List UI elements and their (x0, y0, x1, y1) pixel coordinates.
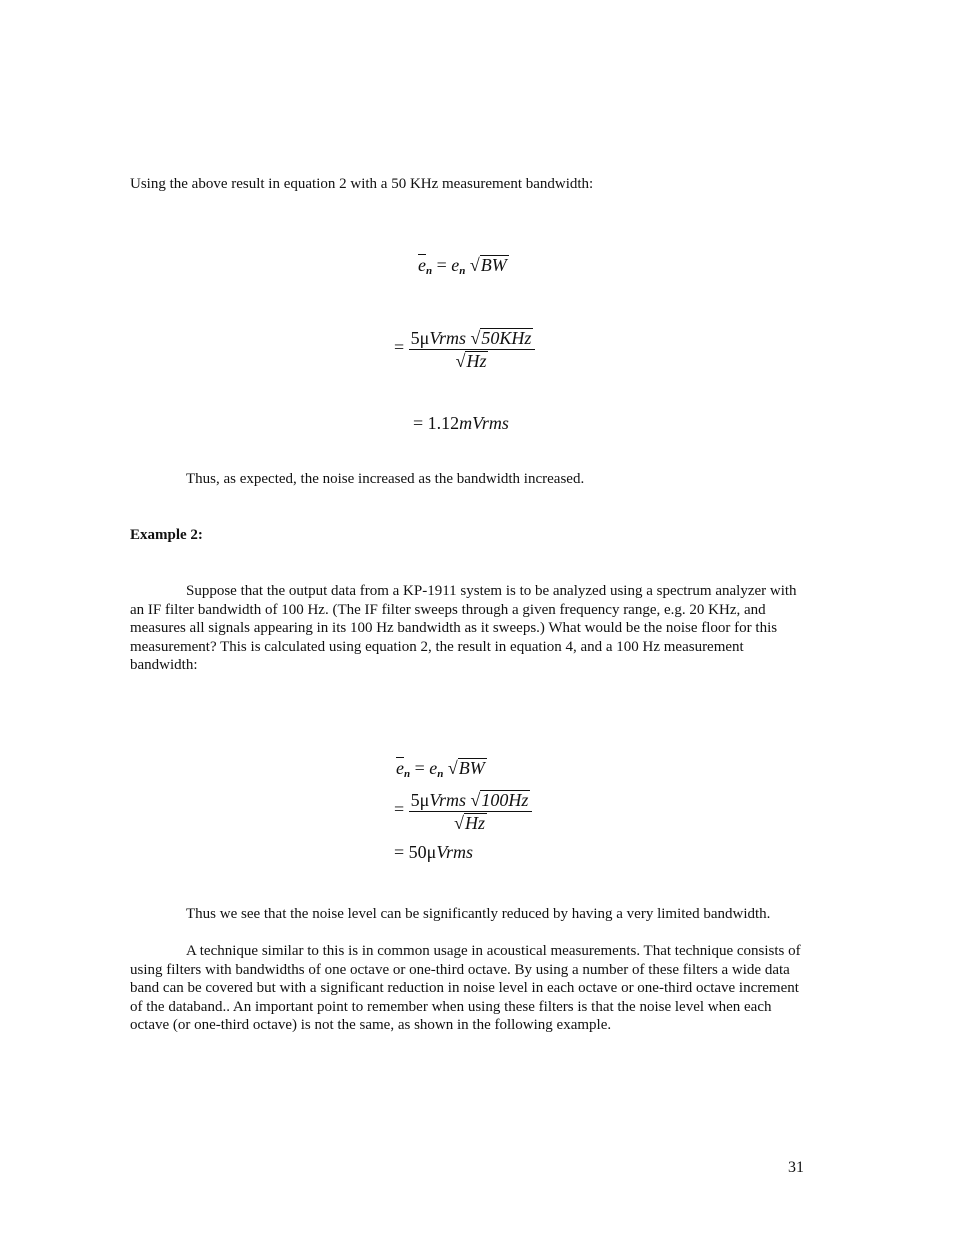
page-number: 31 (788, 1159, 804, 1176)
result-unit: Vrms (436, 842, 473, 862)
unit: Vrms (429, 328, 466, 348)
radicand: Hz (466, 350, 487, 371)
intro-text: Using the above result in equation 2 with a 50 KHz measurement bandwidth: (130, 176, 594, 192)
radical-sign: √ (470, 328, 481, 348)
technique-paragraph: A technique similar to this is in common usage in acoustical measurements. That technique consists of using filters with bandwidths of one octave or one-third octave. By using a number of these filters a wide data band can be covered but with a significant reduction in noise level in each octave or one-third octave increment of the databand.. An important point to remember when using these filters is that the noise level when each octave (or one-third octave) is not the same, as shown in the following example. (130, 943, 801, 1033)
square-root (448, 758, 487, 778)
radical-sign: √ (455, 350, 466, 371)
example-paragraph: Suppose that the output data from a KP-1911 system is to be analyzed using a spectrum analyzer with an IF filter bandwidth of 100 Hz. (The IF filter sweeps through a given frequency range, e.g. 20 KHz, and measures all signals appearing in its 100 Hz bandwidth as it sweeps.) What would be the noise floor for this measurement? This is calculated using equation 2, the result in equation 4, and a 100 Hz measurement bandwidth: (130, 583, 797, 673)
equation-2-line-1 (396, 758, 487, 784)
equals-sign: = (414, 758, 425, 778)
square-root (470, 790, 530, 810)
square-root (456, 351, 489, 371)
en-symbol: e (451, 255, 460, 275)
coefficient: 5μ (410, 790, 430, 810)
radical-sign: √ (447, 758, 458, 778)
en-bar-symbol: $\overline{e}$ (418, 255, 426, 275)
fraction (409, 790, 533, 832)
equals-sign: = (394, 799, 405, 820)
en-symbol: e (429, 758, 438, 778)
fraction-numerator (409, 328, 536, 350)
fraction (409, 328, 536, 370)
radicand: Hz (464, 812, 485, 833)
square-root (470, 328, 533, 348)
equation-2-result (394, 843, 473, 862)
square-root (454, 813, 487, 833)
equals-sign: = (436, 255, 447, 275)
result-value: = 1.12 (413, 413, 460, 433)
conclusion-text-2: Thus we see that the noise level can be significantly reduced by having a very limited bandwidth. (186, 906, 771, 922)
en-bar-symbol: $\overline{e}$ (396, 758, 404, 778)
conclusion-text-1: Thus, as expected, the noise increased as the bandwidth increased. (186, 471, 585, 487)
equation-1-line-1 (418, 255, 509, 281)
radical-sign: √ (470, 790, 481, 810)
fraction-denominator (456, 350, 489, 371)
equals-sign: = (394, 337, 405, 358)
equation-2-line-2 (394, 790, 532, 832)
unit: Vrms (429, 790, 466, 810)
result-value: = 50μ (394, 842, 437, 862)
subscript-n: n (437, 768, 444, 780)
result-unit: mVrms (459, 413, 509, 433)
subscript-n: n (426, 265, 433, 277)
radicand: 50KHz (481, 328, 532, 348)
square-root (470, 255, 509, 275)
subscript-n: n (404, 768, 411, 780)
equation-1-line-2 (394, 328, 535, 370)
radical-sign: √ (469, 255, 480, 275)
example-heading: Example 2: (130, 527, 203, 543)
radicand: BW (458, 758, 485, 778)
coefficient: 5μ (410, 328, 430, 348)
radical-sign: √ (454, 812, 464, 833)
equation-1-result (413, 414, 509, 433)
radicand: BW (480, 255, 507, 275)
fraction-denominator (454, 812, 487, 833)
fraction-numerator (409, 790, 533, 812)
subscript-n: n (459, 265, 466, 277)
radicand: 100Hz (481, 790, 529, 810)
